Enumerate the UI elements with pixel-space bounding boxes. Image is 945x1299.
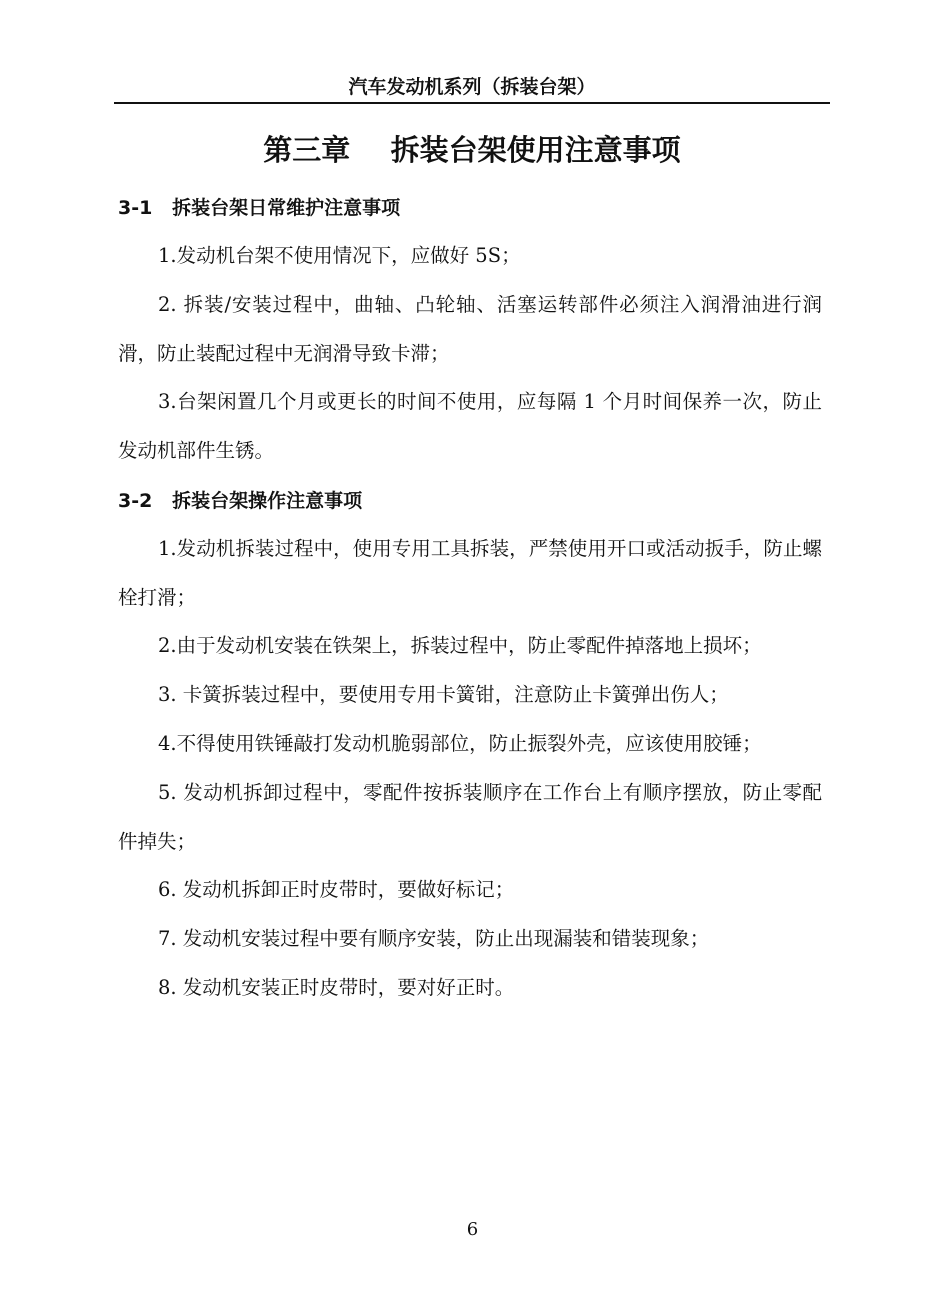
list-item: 2.由于发动机安装在铁架上，拆装过程中，防止零配件掉落地上损坏； [158, 634, 762, 657]
header-divider [114, 102, 830, 104]
list-item: 3.台架闲置几个月或更长的时间不使用，应每隔 1 个月时间保养一次，防止发动机部件生锈。 [118, 390, 822, 462]
list-item: 5. 发动机拆卸过程中，零配件按拆装顺序在工作台上有顺序摆放，防止零配件掉失； [118, 781, 822, 853]
list-item: 8. 发动机安装正时皮带时，要对好正时。 [158, 976, 515, 999]
section-heading-3-1: 3-1 拆装台架日常维护注意事项 [118, 197, 401, 219]
chapter-title: 第三章 拆装台架使用注意事项 [263, 133, 681, 167]
list-item: 6. 发动机拆卸正时皮带时，要做好标记； [158, 878, 515, 901]
list-item: 1.发动机台架不使用情况下，应做好 5S； [158, 244, 521, 267]
list-item: 3. 卡簧拆装过程中，要使用专用卡簧钳，注意防止卡簧弹出伤人； [158, 683, 729, 706]
running-header: 汽车发动机系列（拆装台架） [348, 76, 596, 98]
list-item: 7. 发动机安装过程中要有顺序安装，防止出现漏装和错装现象； [158, 927, 710, 950]
list-item: 4.不得使用铁锤敲打发动机脆弱部位，防止振裂外壳，应该使用胶锤； [158, 732, 762, 755]
list-item: 2. 拆装/安装过程中，曲轴、凸轮轴、活塞运转部件必须注入润滑油进行润滑，防止装配过程中无润滑导致卡滞； [118, 293, 822, 365]
list-item: 1.发动机拆装过程中，使用专用工具拆装，严禁使用开口或活动扳手，防止螺栓打滑； [118, 537, 822, 609]
section-heading-3-2: 3-2 拆装台架操作注意事项 [118, 490, 363, 512]
page-number: 6 [466, 1219, 479, 1240]
